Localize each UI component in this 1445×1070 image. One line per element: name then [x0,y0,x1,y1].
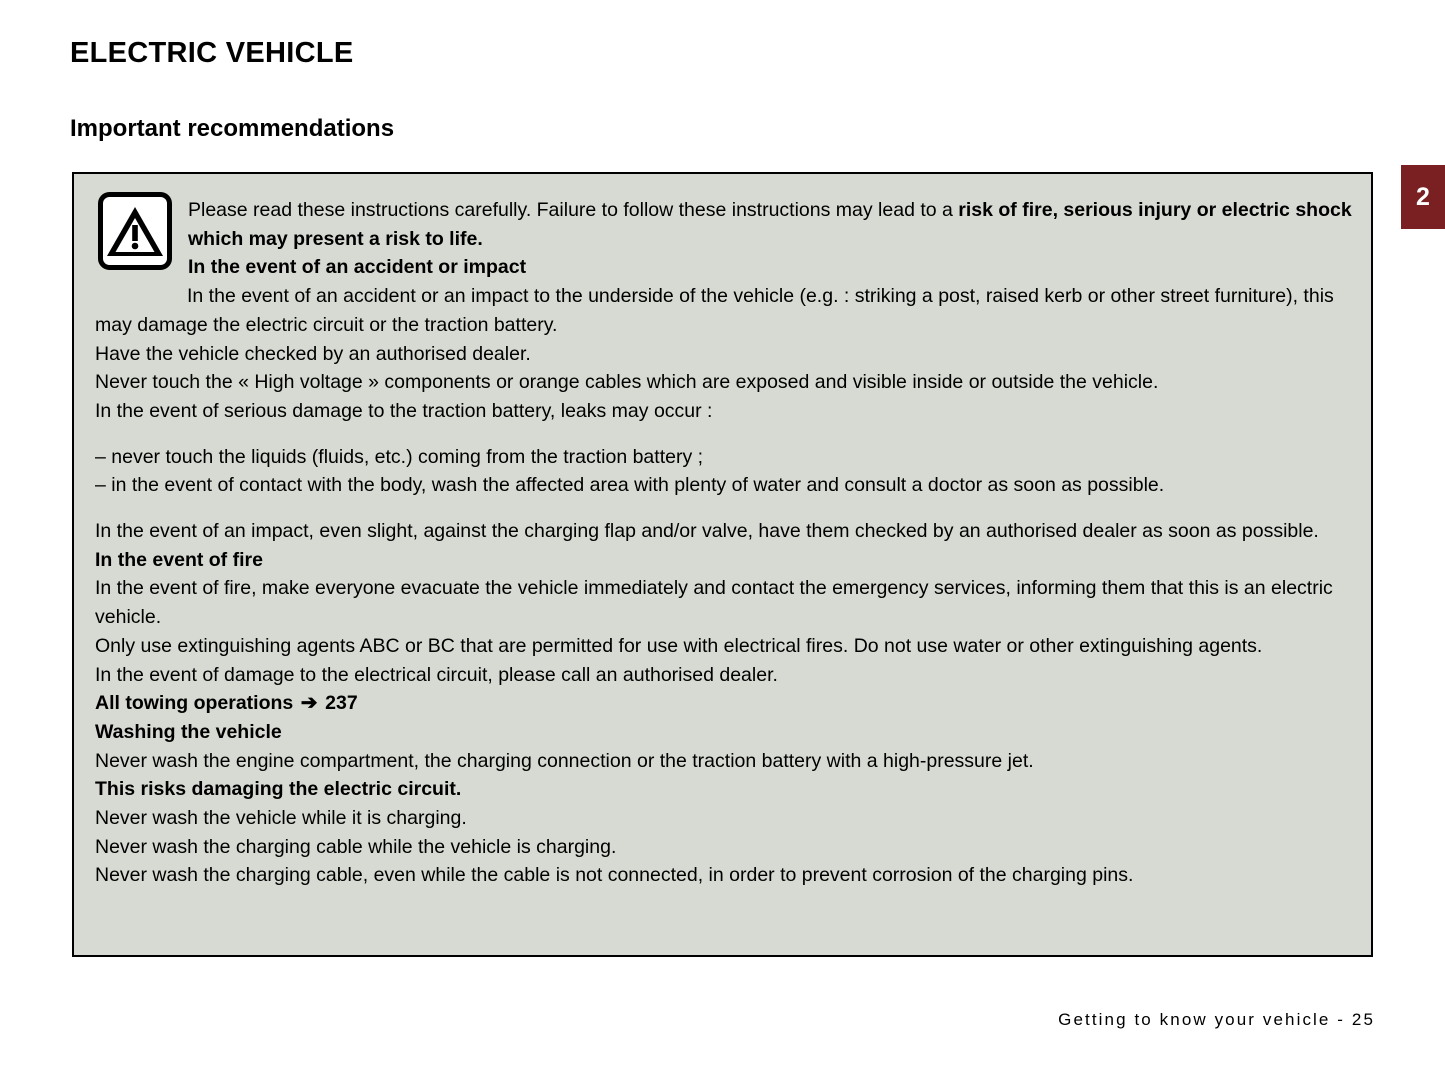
paragraph-heading-accident [95,253,1355,282]
paragraph-extinguishers [95,632,1355,661]
paragraph-wash-cable-disconnected [95,861,1355,890]
paragraph-check-dealer [95,340,1355,369]
paragraph-high-voltage [95,368,1355,397]
text-run-wash-engine-0: Never wash the engine compartment, the charging connection or the traction battery with a high-pressure jet. [95,749,1034,772]
paragraph-fire-evacuate [95,574,1355,631]
text-run-towing-0: All towing operations [95,692,294,715]
paragraph-risks-damaging [95,775,1355,804]
text-run-accident-detail-0: In the event of an accident or an impact to the underside of the vehicle (e.g. : striking a post, raised kerb or other street furniture), this may damage the electric circuit or the traction battery. [95,285,1334,336]
text-run-check-dealer-0: Have the vehicle checked by an authorised dealer. [95,342,531,365]
footer-text: Getting to know your vehicle - 25 [1058,1010,1375,1029]
text-run-charging-flap-0: In the event of an impact, even slight, against the charging flap and/or valve, have them checked by an authorised dealer as soon as possible. [95,520,1319,543]
text-run-bullet-2-0: – in the event of contact with the body, wash the affected area with plenty of water and consult a doctor as soon as possible. [95,474,1165,497]
text-run-high-voltage-0: Never touch the « High voltage » components or orange cables which are exposed and visible inside or outside the vehicle. [95,371,1159,394]
text-run-leaks-0: In the event of serious damage to the traction battery, leaks may occur : [95,399,713,422]
paragraph-intro [95,196,1355,253]
page-title: ELECTRIC VEHICLE [70,37,354,69]
paragraph-wash-cable-charging [95,833,1355,862]
warning-text-body [95,196,1355,890]
text-run-risks-damaging-0: This risks damaging the electric circuit. [95,778,462,801]
paragraph-accident-detail [95,282,1355,339]
text-run-heading-fire-0: In the event of fire [95,548,263,571]
paragraph-heading-washing [95,718,1355,747]
text-run-fire-evacuate-0: In the event of fire, make everyone evacuate the vehicle immediately and contact the emergency services, informing them that this is an electric vehicle. [95,577,1333,629]
page-reference-arrow-icon: ➔ [295,692,324,715]
paragraph-bullet-1 [95,443,1355,472]
text-run-wash-cable-disconnected-0: Never wash the charging cable, even while the cable is not connected, in order to prevent corrosion of the charging pins. [95,864,1134,887]
paragraph-towing [95,689,1355,718]
text-run-intro-0: Please read these instructions carefully. Failure to follow these instructions may lead to a [188,199,959,221]
paragraph-wash-engine [95,747,1355,776]
section-heading: Important recommendations [70,115,395,142]
paragraph-wash-charging [95,804,1355,833]
text-run-wash-charging-0: Never wash the vehicle while it is charging. [95,807,467,830]
text-run-wash-cable-charging-0: Never wash the charging cable while the vehicle is charging. [95,835,617,858]
paragraph-electrical-damage [95,661,1355,690]
paragraph-leaks [95,397,1355,426]
text-run-heading-washing-0: Washing the vehicle [95,720,282,743]
text-run-electrical-damage-0: In the event of damage to the electrical circuit, please call an authorised dealer. [95,663,778,686]
chapter-tab-number: 2 [1416,182,1430,211]
chapter-tab [1401,165,1445,229]
paragraph-bullet-2 [95,471,1355,500]
text-run-heading-accident-0: In the event of an accident or impact [188,256,527,279]
text-run-intro-1: risk of fire, serious injury or electric shock which may present a risk to life. [188,199,1352,250]
paragraph-heading-fire [95,546,1355,575]
text-run-extinguishers-0: Only use extinguishing agents ABC or BC that are permitted for use with electrical fires. Do not use water or other extinguishing agents. [95,634,1263,657]
paragraph-charging-flap [95,517,1355,546]
icon-text-wrap-spacer [95,196,188,280]
text-run-towing-2: 237 [325,692,358,715]
text-run-bullet-1-0: – never touch the liquids (fluids, etc.) coming from the traction battery ; [95,445,704,468]
